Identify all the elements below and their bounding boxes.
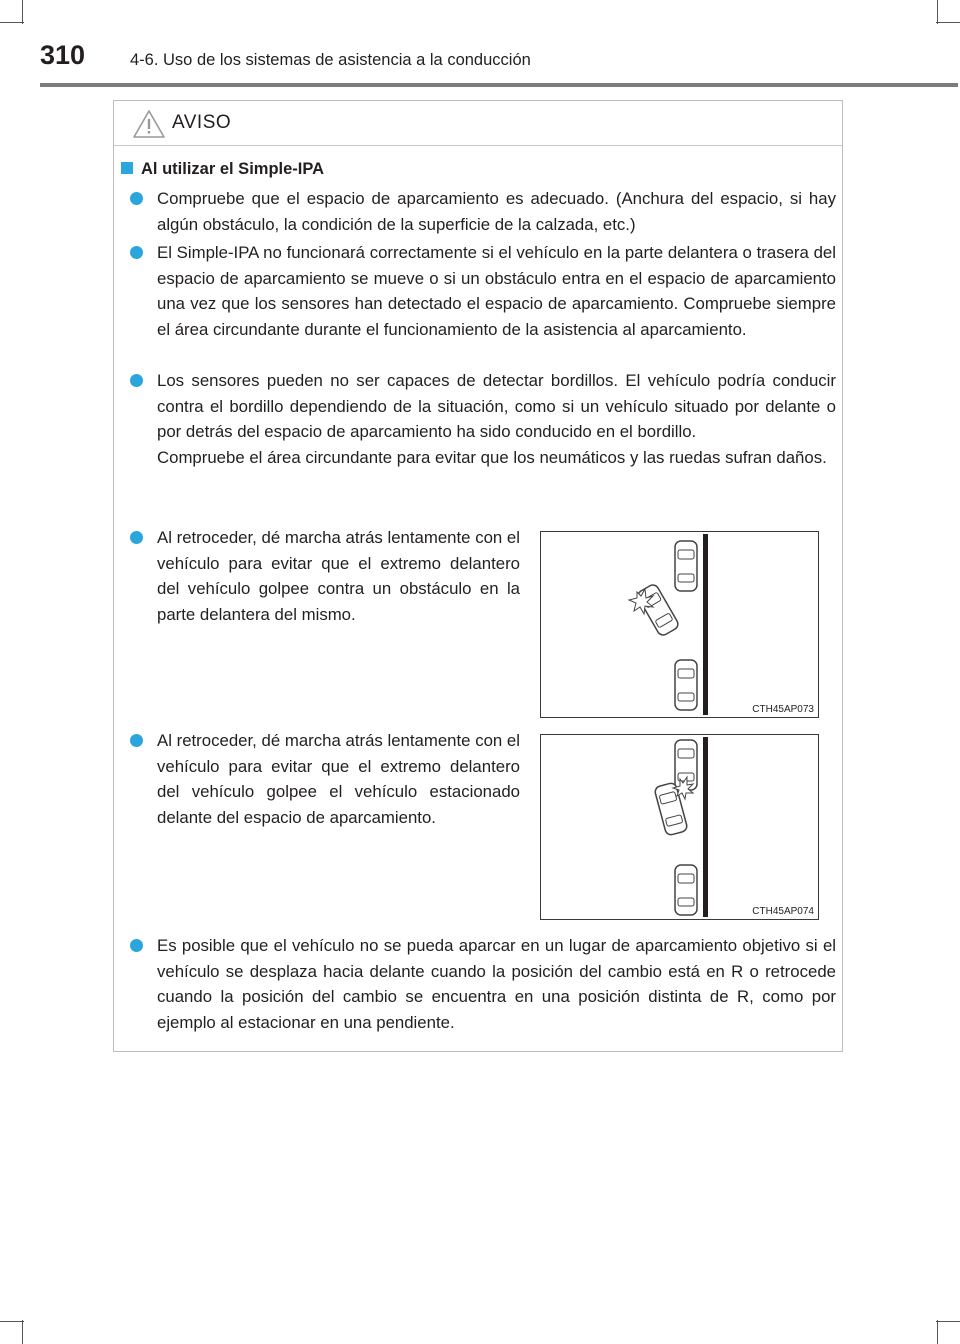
header-rule [40,83,958,87]
parking-illustration [541,735,818,919]
bullet-text-continuation: Compruebe el área circundante para evitar que los neumáticos y las ruedas sufran daños. [157,447,827,467]
bullet-item [130,933,836,1035]
page-header [0,0,960,90]
bullet-text: Los sensores pueden no ser capaces de detectar bordillos. El vehículo podría conducir contra el bordillo dependiendo de la situación, como si un vehículo situado por delante o por detrás del espacio de aparcamiento ha sido conducido en el bordillo. [157,371,836,441]
crop-mark [936,1321,960,1322]
subheading-text: Al utilizar el Simple-IPA [141,160,325,178]
bullet-item [130,240,836,342]
square-bullet-icon [121,162,133,174]
section-title: 4-6. Uso de los sistemas de asistencia a la conducción [130,51,531,69]
bullet-text: El Simple-IPA no funcionará correctamente si el vehículo en la parte delantera o trasera del espacio de aparcamiento se mueve o si un obstáculo entra en el espacio de aparcamiento una vez que los sensores han detectado el espacio de aparcamiento. Compruebe siempre el área circundante durante el funcionamiento de la asistencia al aparcamiento. [157,243,836,339]
bullet-dot-icon [130,939,143,952]
figure-code: CTH45AP074 [752,906,814,917]
page-number: 310 [40,40,86,70]
bullet-dot-icon [130,374,143,387]
bullet-text: Es posible que el vehículo no se pueda aparcar en un lugar de aparcamiento objetivo si el vehículo se desplaza hacia delante cuando la posición del cambio está en R o retrocede cuando la posición del cambio se encuentra en una posición distinta de R, como por ejemplo al estacionar en una pendiente. [157,936,836,1032]
bullet-text: Al retroceder, dé marcha atrás lentamente con el vehículo para evitar que el extremo delantero del vehículo golpee contra un obstáculo en la parte delantera del mismo. [157,528,520,624]
figure-front-obstacle [540,531,819,718]
warning-triangle-icon [132,109,166,139]
bullet-item [130,525,520,627]
figure-parked-vehicle [540,734,819,920]
bullet-dot-icon [130,531,143,544]
warning-header [114,101,842,146]
crop-mark [0,1321,24,1322]
crop-mark [22,1320,23,1344]
figure-code: CTH45AP073 [752,704,814,715]
bullet-item [130,368,836,470]
bullet-item [130,728,520,830]
warning-title: AVISO [172,112,232,133]
subheading [121,160,324,179]
bullet-dot-icon [130,734,143,747]
bullet-item [130,186,836,237]
bullet-dot-icon [130,192,143,205]
crop-mark [937,1320,938,1344]
bullet-text: Al retroceder, dé marcha atrás lentamente con el vehículo para evitar que el extremo delantero del vehículo golpee el vehículo estacionado delante del espacio de aparcamiento. [157,731,520,827]
bullet-text: Compruebe que el espacio de aparcamiento es adecuado. (Anchura del espacio, si hay algún obstáculo, la condición de la superficie de la calzada, etc.) [157,189,836,234]
bullet-dot-icon [130,246,143,259]
parking-illustration [541,532,818,717]
